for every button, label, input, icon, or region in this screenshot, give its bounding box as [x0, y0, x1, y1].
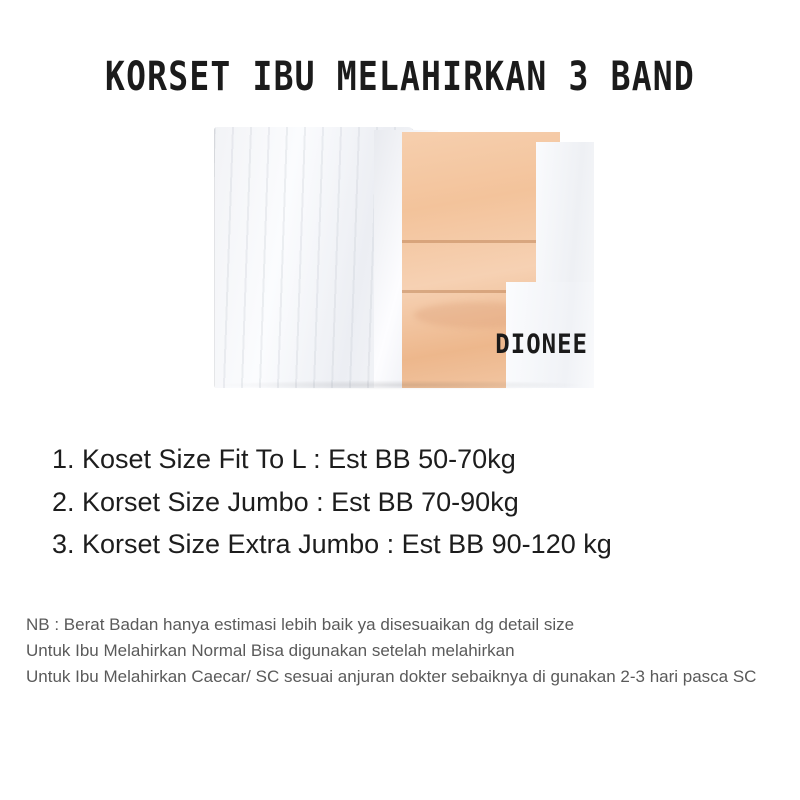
list-item-label: Korset Size Extra Jumbo : Est BB 90-120 kg	[82, 529, 612, 560]
list-item	[52, 481, 752, 524]
list-item-number: 2.	[52, 486, 75, 517]
list-item-label: Korset Size Jumbo : Est BB 70-90kg	[82, 486, 519, 517]
note-line: NB : Berat Badan hanya estimasi lebih baik ya disesuaikan dg detail size	[26, 615, 575, 634]
brand-watermark: DIONEE	[495, 328, 588, 360]
page-title: KORSET IBU MELAHIRKAN 3 BAND	[105, 52, 695, 100]
product-photo-shadow	[216, 380, 588, 390]
note-line: Untuk Ibu Melahirkan Normal Bisa digunakan setelah melahirkan	[26, 640, 515, 660]
notes-block	[26, 612, 778, 689]
size-list	[52, 438, 752, 566]
list-item-number: 1.	[52, 444, 75, 474]
list-item-label: Koset Size Fit To L : Est BB 50-70kg	[82, 444, 516, 474]
note-line: Untuk Ibu Melahirkan Caecar/ SC sesuai anjuran dokter sebaiknya di gunakan 2-3 hari pasca SC	[26, 666, 757, 686]
list-item	[52, 523, 752, 566]
product-photo	[206, 120, 596, 388]
list-item-number: 3.	[52, 529, 75, 560]
list-item	[52, 438, 752, 481]
